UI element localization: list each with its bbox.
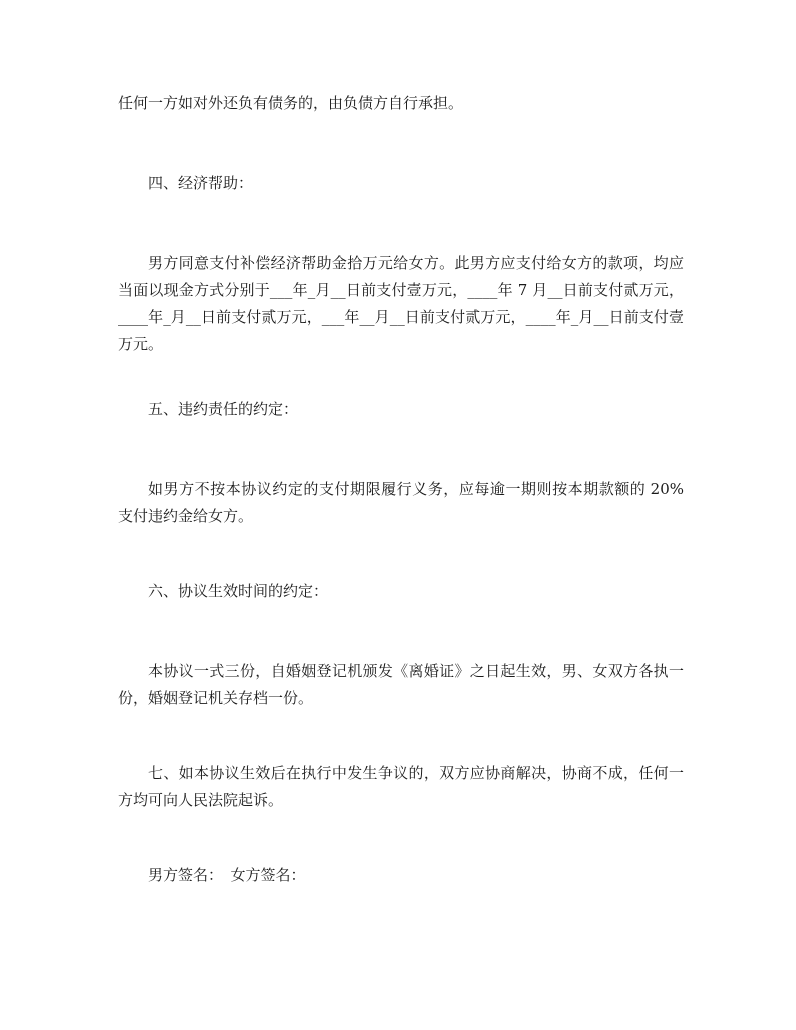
dispute-resolution-paragraph: 七、如本协议生效后在执行中发生争议的，双方应协商解决，协商不成，任何一方均可向人民法院起诉。 bbox=[118, 764, 684, 809]
breach-liability-paragraph: 如男方不按本协议约定的支付期限履行义务，应每逾一期则按本期款额的 20% 支付违约金给女方。 bbox=[118, 480, 684, 525]
signature-line: 男方签名： 女方签名： bbox=[148, 866, 306, 884]
economic-assistance-paragraph: 男方同意支付补偿经济帮助金拾万元给女方。此男方应支付给女方的款项，均应当面以现金方式分别于___年_月__日前支付壹万元，____年 7 月__日前支付贰万元，____年_月__日前支付贰万元，___年__月__日前支付贰万元，____年_月__日前支付壹万元。 bbox=[118, 254, 684, 353]
section-heading-economic-assistance: 四、经济帮助： bbox=[148, 174, 254, 192]
debt-clause-paragraph: 任何一方如对外还负有债务的，由负债方自行承担。 bbox=[118, 94, 464, 112]
section-heading-breach-liability: 五、违约责任的约定： bbox=[148, 400, 299, 418]
section-heading-effective-time: 六、协议生效时间的约定： bbox=[148, 582, 329, 600]
effective-time-paragraph: 本协议一式三份，自婚姻登记机颁发《离婚证》之日起生效，男、女双方各执一份，婚姻登记机关存档一份。 bbox=[118, 662, 684, 707]
